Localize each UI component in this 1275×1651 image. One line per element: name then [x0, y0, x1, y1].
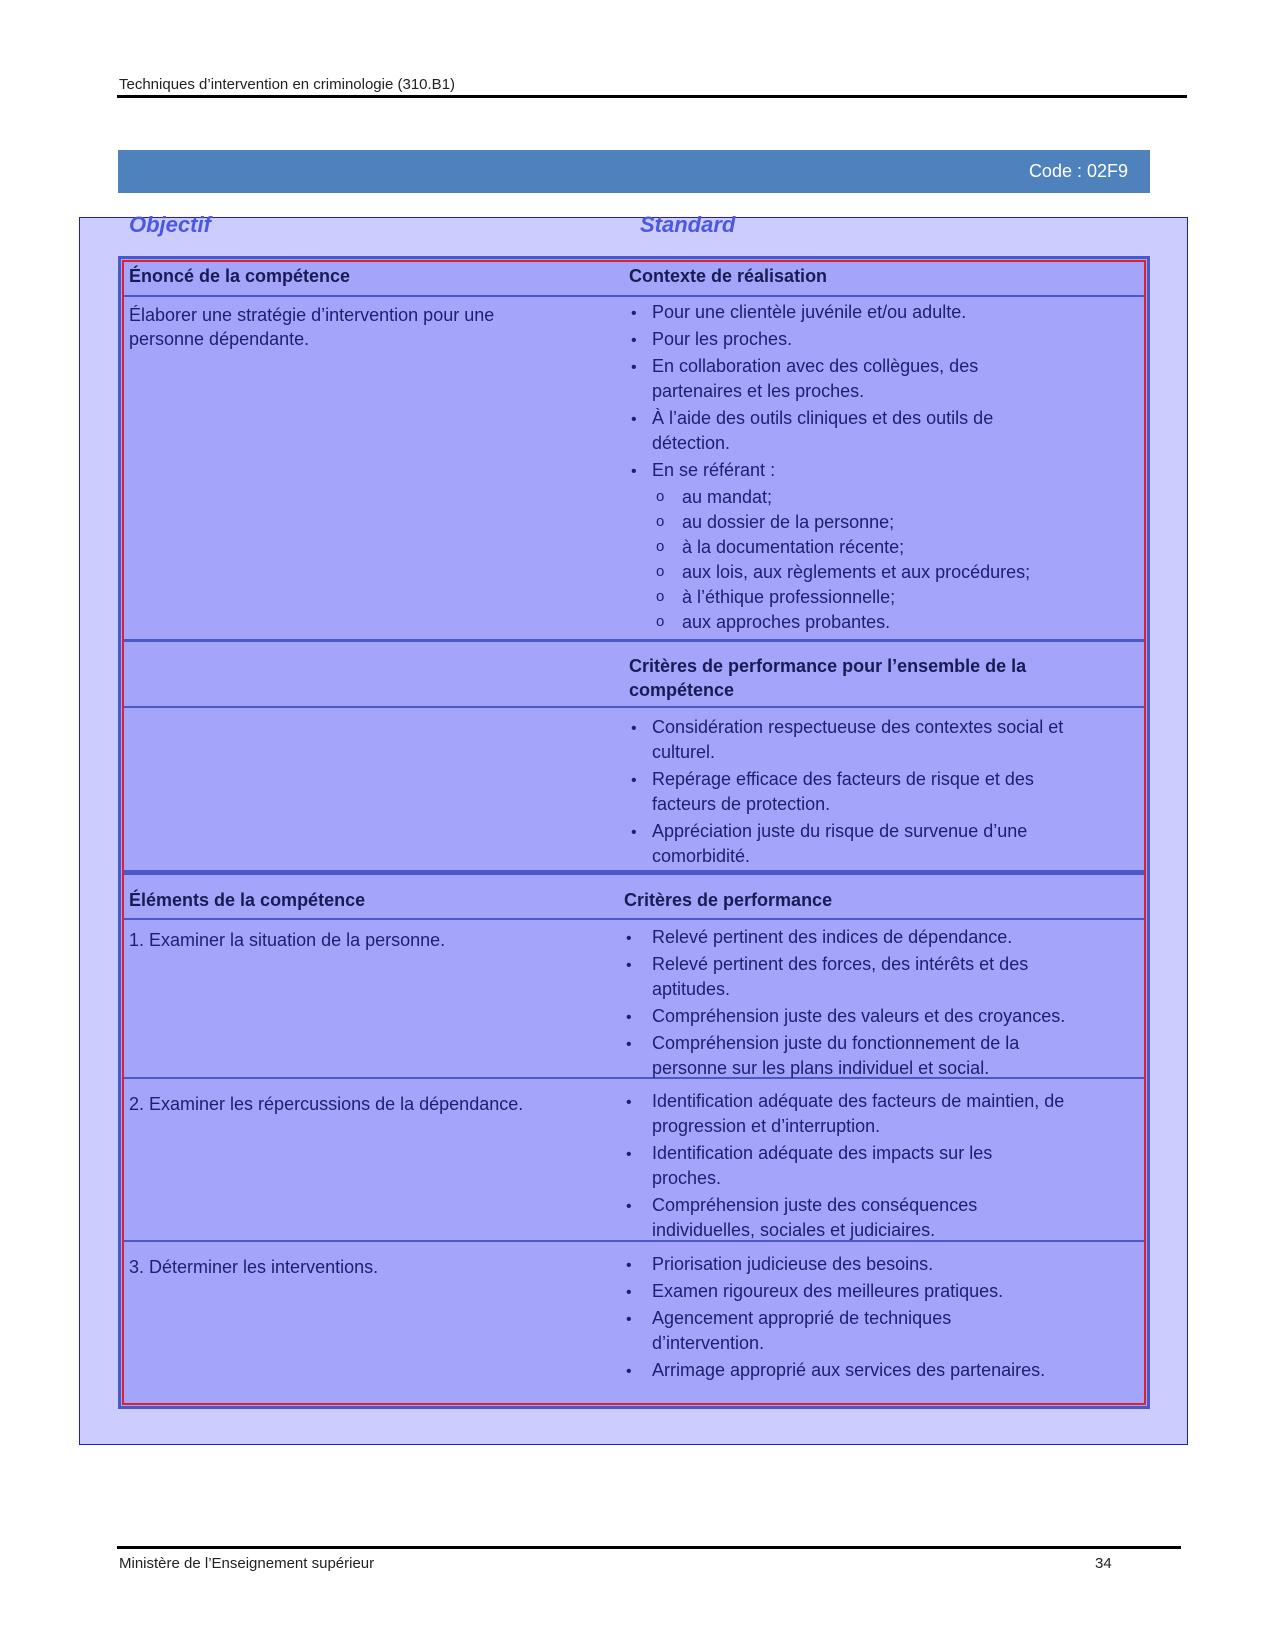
- bullet-icon: •: [626, 1146, 632, 1163]
- divider: [122, 295, 1146, 297]
- bullet-icon: •: [626, 1009, 632, 1026]
- critere-bullet-cont: personne sur les plans individuel et social.: [652, 1058, 990, 1078]
- critere-bullet-cont: progression et d’interruption.: [652, 1116, 881, 1136]
- bullet-icon: •: [631, 359, 637, 376]
- contexte-bullet: En collaboration avec des collègues, des: [652, 356, 979, 376]
- contexte-sub-bullet: aux approches probantes.: [682, 612, 891, 632]
- divider: [122, 1077, 1146, 1079]
- contexte-bullet: Pour une clientèle juvénile et/ou adulte.: [652, 302, 967, 322]
- contexte-sub-bullet: au dossier de la personne;: [682, 512, 895, 532]
- criteres-ensemble-heading: Critères de performance pour l’ensemble de la: [629, 656, 1027, 676]
- bullet-icon: •: [626, 1257, 632, 1274]
- document-header-title: Techniques d’intervention en criminologie (310.B1): [119, 76, 456, 93]
- code-bar: [118, 150, 1150, 193]
- criteres-ensemble-bullet: Appréciation juste du risque de survenue d’une: [652, 821, 1028, 841]
- critere-bullet: Compréhension juste du fonctionnement de la: [652, 1033, 1020, 1053]
- critere-bullet: Examen rigoureux des meilleures pratiques.: [652, 1281, 1004, 1301]
- bullet-icon: •: [631, 411, 637, 428]
- footer-ministry: Ministère de l’Enseignement supérieur: [119, 1555, 375, 1572]
- critere-bullet: Compréhension juste des valeurs et des croyances.: [652, 1006, 1066, 1026]
- sub-bullet-icon: o: [656, 588, 665, 605]
- objectif-label: Objectif: [129, 212, 211, 237]
- element-label: 1. Examiner la situation de la personne.: [129, 930, 446, 950]
- contexte-sub-bullet: au mandat;: [682, 487, 773, 507]
- elements-heading: Éléments de la compétence: [129, 890, 366, 910]
- contexte-bullet-cont: détection.: [652, 433, 731, 453]
- divider: [122, 870, 1146, 875]
- competency-code: Code : 02F9: [1028, 161, 1128, 181]
- bullet-icon: •: [626, 1363, 632, 1380]
- enonce-text: Élaborer une stratégie d’intervention pour une: [129, 305, 495, 325]
- criteres-heading: Critères de performance: [624, 890, 833, 910]
- bullet-icon: •: [631, 332, 637, 349]
- critere-bullet-cont: aptitudes.: [652, 979, 731, 999]
- criteres-ensemble-bullet-cont: comorbidité.: [652, 846, 751, 866]
- header-rule: [117, 95, 1187, 98]
- sub-bullet-icon: o: [656, 513, 665, 530]
- bullet-icon: •: [631, 463, 637, 480]
- bullet-icon: •: [626, 1284, 632, 1301]
- bullet-icon: •: [626, 1311, 632, 1328]
- critere-bullet: Identification adéquate des facteurs de maintien, de: [652, 1091, 1065, 1111]
- sub-bullet-icon: o: [656, 488, 665, 505]
- critere-bullet: Arrimage approprié aux services des partenaires.: [652, 1360, 1046, 1380]
- critere-bullet: Compréhension juste des conséquences: [652, 1195, 978, 1215]
- critere-bullet: Relevé pertinent des indices de dépendance.: [652, 927, 1013, 947]
- footer-rule: [117, 1546, 1181, 1549]
- bullet-icon: •: [626, 957, 632, 974]
- bullet-icon: •: [631, 305, 637, 322]
- bullet-icon: •: [626, 1094, 632, 1111]
- element-label: 2. Examiner les répercussions de la dépendance.: [129, 1094, 524, 1114]
- divider: [122, 639, 1146, 642]
- critere-bullet: Priorisation judicieuse des besoins.: [652, 1254, 934, 1274]
- contexte-bullet: En se référant :: [652, 460, 776, 480]
- criteres-ensemble-bullet-cont: facteurs de protection.: [652, 794, 831, 814]
- critere-bullet-cont: individuelles, sociales et judiciaires.: [652, 1220, 936, 1240]
- contexte-bullet-cont: partenaires et les proches.: [652, 381, 865, 401]
- contexte-heading: Contexte de réalisation: [629, 266, 828, 286]
- bullet-icon: •: [631, 824, 637, 841]
- bullet-icon: •: [631, 720, 637, 737]
- critere-bullet: Relevé pertinent des forces, des intérêts et des: [652, 954, 1029, 974]
- divider: [122, 918, 1146, 920]
- critere-bullet: Agencement approprié de techniques: [652, 1308, 952, 1328]
- bullet-icon: •: [631, 772, 637, 789]
- contexte-bullet: À l’aide des outils cliniques et des outils de: [652, 408, 994, 428]
- contexte-sub-bullet: aux lois, aux règlements et aux procédures;: [682, 562, 1031, 582]
- criteres-ensemble-heading-cont: compétence: [629, 680, 735, 700]
- sub-bullet-icon: o: [656, 613, 665, 630]
- divider: [122, 706, 1146, 708]
- bullet-icon: •: [626, 930, 632, 947]
- divider: [122, 1240, 1146, 1242]
- standard-label: Standard: [640, 212, 736, 237]
- enonce-heading: Énoncé de la compétence: [129, 266, 351, 286]
- criteres-ensemble-bullet: Considération respectueuse des contextes social et: [652, 717, 1064, 737]
- bullet-icon: •: [626, 1198, 632, 1215]
- criteres-ensemble-bullet: Repérage efficace des facteurs de risque et des: [652, 769, 1034, 789]
- criteres-ensemble-bullet-cont: culturel.: [652, 742, 716, 762]
- element-label: 3. Déterminer les interventions.: [129, 1257, 379, 1277]
- sub-bullet-icon: o: [656, 563, 665, 580]
- sub-bullet-icon: o: [656, 538, 665, 555]
- contexte-bullet: Pour les proches.: [652, 329, 793, 349]
- enonce-text: personne dépendante.: [129, 329, 310, 349]
- bullet-icon: •: [626, 1036, 632, 1053]
- contexte-sub-bullet: à la documentation récente;: [682, 537, 905, 557]
- critere-bullet-cont: d’intervention.: [652, 1333, 765, 1353]
- critere-bullet-cont: proches.: [652, 1168, 722, 1188]
- contexte-sub-bullet: à l’éthique professionnelle;: [682, 587, 896, 607]
- page-number: 34: [1095, 1555, 1112, 1572]
- critere-bullet: Identification adéquate des impacts sur les: [652, 1143, 993, 1163]
